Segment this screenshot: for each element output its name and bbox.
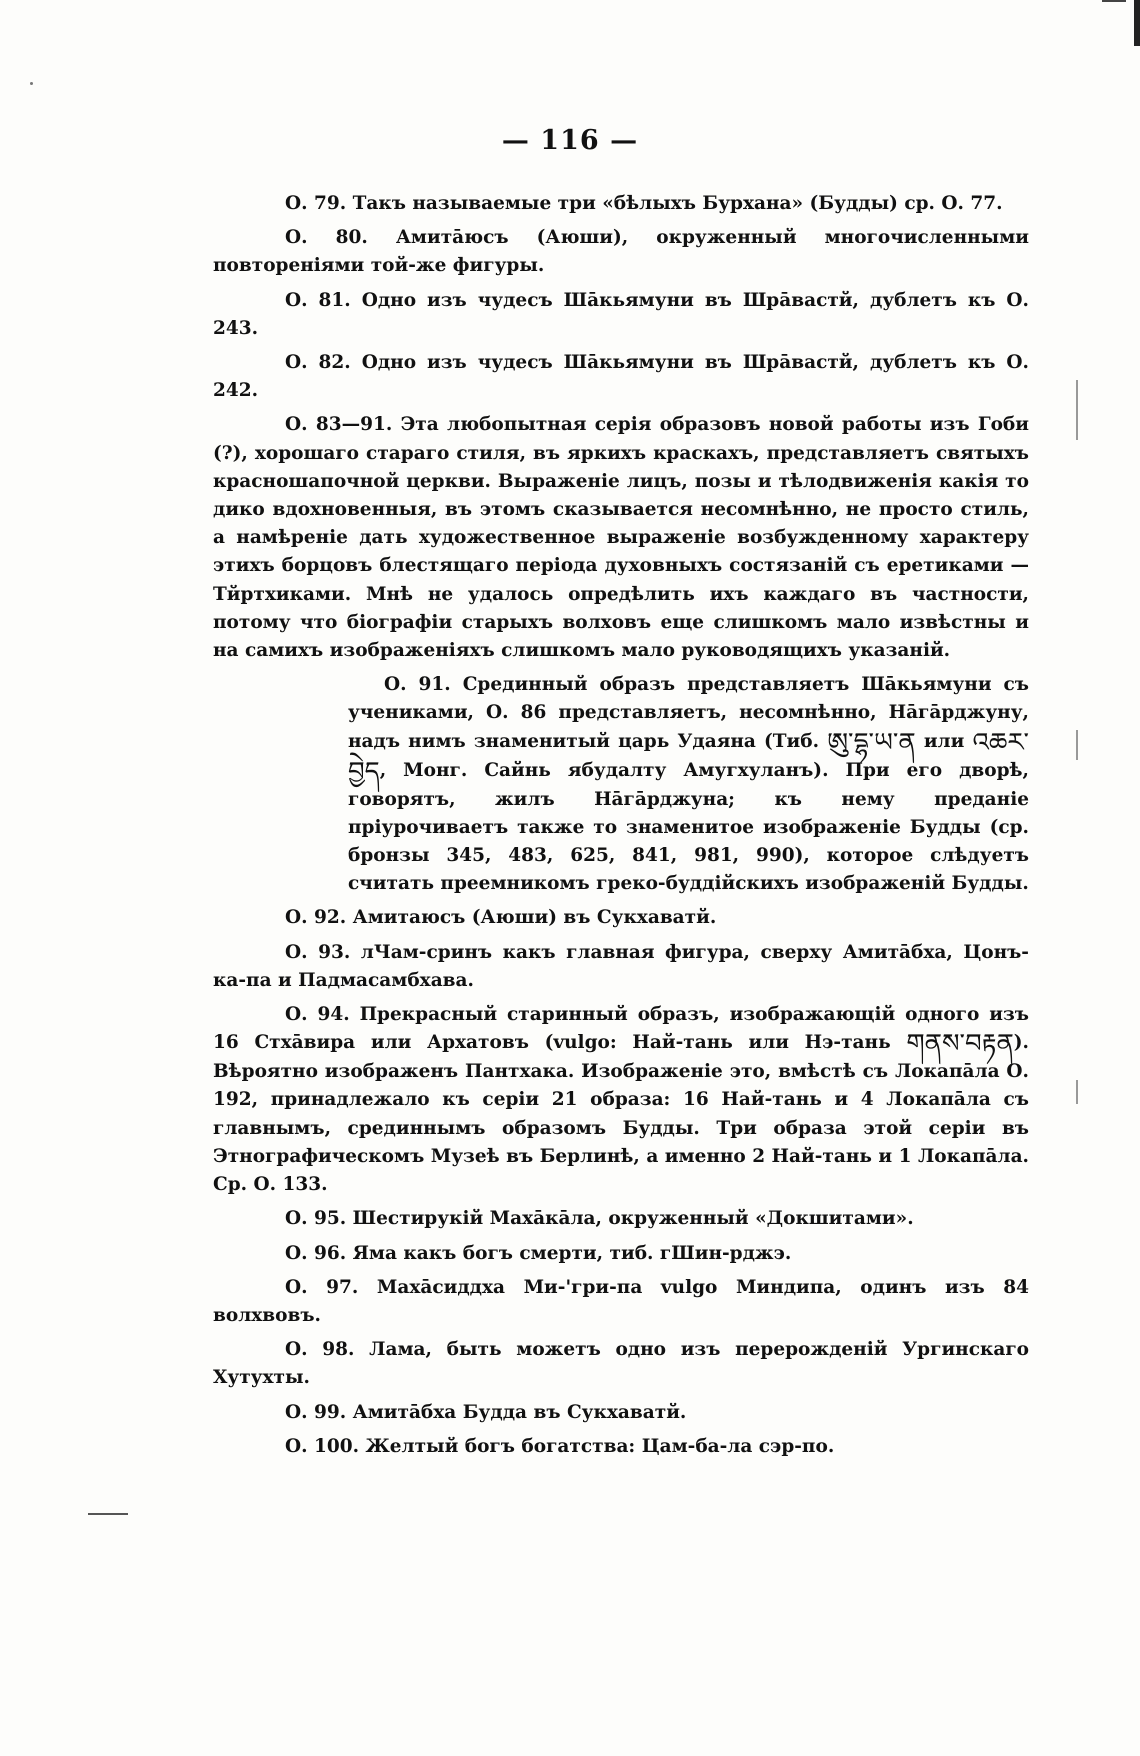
scan-edge-mark (1102, 0, 1126, 2)
catalog-entry-98: О. 98. Лама, быть можетъ одно изъ перерожденій Ургинскаго Хутухты. (213, 1339, 1029, 1389)
entry-text: О. 91. Срединный образъ представляетъ Шāкьямуни съ учениками, О. 86 представляетъ, несомнѣнно, Нāгāрджуну, надъ нимъ знаменитый царь Удаяна (Тиб. (348, 674, 1029, 752)
tibetan-script: ཨུ་དྷ་ཡ་ན (827, 727, 916, 758)
scan-edge-mark (88, 1513, 128, 1515)
catalog-entry-81: О. 81. Одно изъ чудесъ Шāкьямуни въ Шрāвастй, дублетъ къ О. 243. (213, 289, 1029, 339)
catalog-entry-93: О. 93. лЧам-сринъ какъ главная фигура, сверху Амитāбха, Цонъ-ка-па и Падмасамбхава. (213, 941, 1029, 991)
scan-speck (30, 82, 33, 85)
catalog-entry-79: О. 79. Такъ называемые три «бѣлыхъ Бурхана» (Будды) ср. О. 77. (285, 193, 1003, 214)
scan-edge-mark (1076, 1080, 1078, 1104)
page-number: — 116 — (501, 125, 639, 156)
catalog-entry-94 (213, 1001, 1029, 1199)
catalog-entry-82: О. 82. Одно изъ чудесъ Шāкьямуни въ Шрāвастй, дублетъ къ О. 242. (213, 352, 1029, 402)
scan-edge-mark (1076, 380, 1078, 440)
entry-text: , Монг. Сайнь ябудалту Амугхуланъ). При его дворѣ, говорятъ, жилъ Нāгāрджуна; къ нему преданіе пріурочиваетъ также то знаменитое изображеніе Будды (ср. бронзы 345, 483, 625, 841, 981, 990), которое слѣдуетъ считать преемникомъ греко-буддійскихъ изображеній Будды. (348, 759, 1029, 895)
page-body (213, 190, 1029, 1467)
tibetan-script: འཆར་བྱེད (348, 727, 1030, 787)
entry-text: О. 94. Прекрасный старинный образъ, изображающій одного изъ 16 Стхāвира или Архатовъ (vulgo: Най-тань или Нэ-тань (213, 1004, 1029, 1054)
catalog-entry-91 (348, 671, 1029, 898)
entry-text: ). Вѣроятно изображенъ Пантхака. Изображеніе это, вмѣстѣ съ Локапāла О. 192, принадлежало къ серіи 21 образа: 16 Най-тань и 4 Локапāла съ главнымъ, срединнымъ образомъ Будды. Три образа этой серіи въ Этнографическомъ Музеѣ въ Берлинѣ, а именно 2 Най-тань и 1 Локапāла. Ср. О. 133. (213, 1032, 1029, 1196)
catalog-entry-83-91: О. 83—91. Эта любопытная серія образовъ новой работы изъ Гоби (?), хорошаго стараго стиля, въ яркихъ краскахъ, представляетъ святыхъ красношапочной церкви. Выраженіе лицъ, позы и тѣлодвиженія какія то дико вдохновенныя, въ этомъ сказывается несомнѣнно, не просто стиль, а намѣреніе дать художественное выраженіе возбужденному характеру этихъ борцовъ блестящаго періода духовныхъ состязаній съ еретиками — Тйртхиками. Мнѣ не удалось опредѣлить ихъ каждаго въ частности, потому что біографіи старыхъ волховъ еще слишкомъ мало извѣстны и на самихъ изображеніяхъ слишкомъ мало руководящихъ указаній. (213, 414, 1029, 662)
catalog-entry-95: О. 95. Шестирукій Махāкāла, окруженный «Докшитами». (285, 1208, 914, 1230)
catalog-entry-92: О. 92. Амитаюсъ (Аюши) въ Сукхаватй. (285, 907, 717, 929)
scan-edge-mark (1076, 730, 1078, 760)
catalog-entry-80: О. 80. Амитāюсъ (Аюши), окруженный многочисленными повтореніями той-же фигуры. (213, 227, 1029, 277)
catalog-entry-96: О. 96. Яма какъ богъ смерти, тиб. гШин-рджэ. (285, 1242, 792, 1264)
catalog-entry-97: О. 97. Махāсиддха Ми-'гри-па vulgo Миндипа, одинъ изъ 84 волхвовъ. (213, 1276, 1029, 1326)
tibetan-script: གནས་བརྟན (906, 1029, 1014, 1060)
catalog-entry-99: О. 99. Амитāбха Будда въ Сукхаватй. (285, 1401, 687, 1423)
catalog-entry-100: О. 100. Желтый богъ богатства: Цам-ба-ла сэр-по. (285, 1435, 835, 1457)
entry-text: или (923, 730, 965, 752)
scan-edge-mark (1134, 0, 1140, 46)
